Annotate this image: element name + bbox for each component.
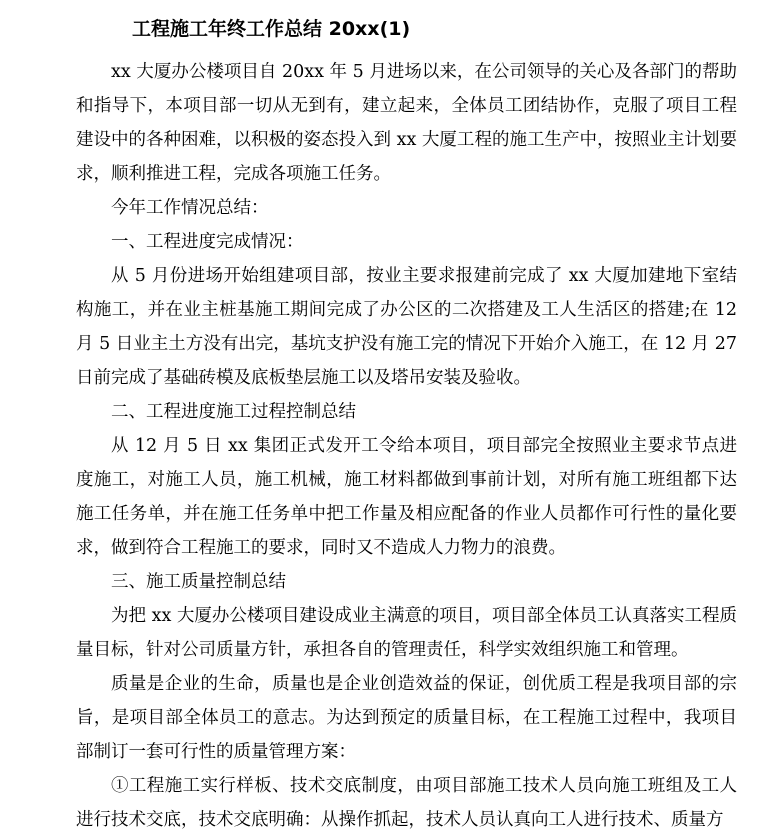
section-heading-quality: 三、施工质量控制总结 [111,572,286,592]
paragraph-quality-goal: 为把 xx 大厦办公楼项目建设成业主满意的项目，项目部全体员工认真落实工程质量目标，针对公司质量方针，承担各自的管理责任，科学实效组织施工和管理。 [76,606,737,660]
paragraph-summary-heading: 今年工作情况总结： [111,198,269,218]
paragraph-process-control: 从 12 月 5 日 xx 集团正式发开工令给本项目，项目部完全按照业主要求节点进度施工，对施工人员，施工机械，施工材料都做到事前计划，对所有施工班组都下达施工任务单，并在施工任务单中把工作量及相应配备的作业人员都作可行性的量化要求，做到符合工程施工的要求，同时又不造成人力物力的浪费。 [76,436,737,558]
document-title: 工程施工年终工作总结 20xx(1) [132,18,411,40]
paragraph-quality-item-1: ①工程施工实行样板、技术交底制度，由项目部施工技术人员向施工班组及工人进行技术交底，技术交底明确：从操作抓起，技术人员认真向工人进行技术、质量方 [76,776,737,830]
paragraph-quality-life: 质量是企业的生命，质量也是企业创造效益的保证，创优质工程是我项目部的宗旨，是项目部全体员工的意志。为达到预定的质量目标，在工程施工过程中，我项目部制订一套可行性的质量管理方案： [76,674,737,762]
section-heading-process-control: 二、工程进度施工过程控制总结 [111,402,356,422]
section-heading-progress: 一、工程进度完成情况： [111,232,304,252]
paragraph-progress: 从 5 月份进场开始组建项目部，按业主要求报建前完成了 xx 大厦加建地下室结构施工，并在业主桩基施工期间完成了办公区的二次搭建及工人生活区的搭建;在 12 月 5 日业主土方没有出完，基坑支护没有施工完的情况下开始介入施工，在 12 月 27 日前完成了基础砖模及底板垫层施工以及塔吊安装及验收。 [76,266,737,388]
paragraph-intro: xx 大厦办公楼项目自 20xx 年 5 月进场以来，在公司领导的关心及各部门的帮助和指导下，本项目部一切从无到有，建立起来，全体员工团结协作，克服了项目工程建设中的各种困难，以积极的姿态投入到 xx 大厦工程的施工生产中，按照业主计划要求，顺利推进工程，完成各项施工任务。 [76,62,737,184]
